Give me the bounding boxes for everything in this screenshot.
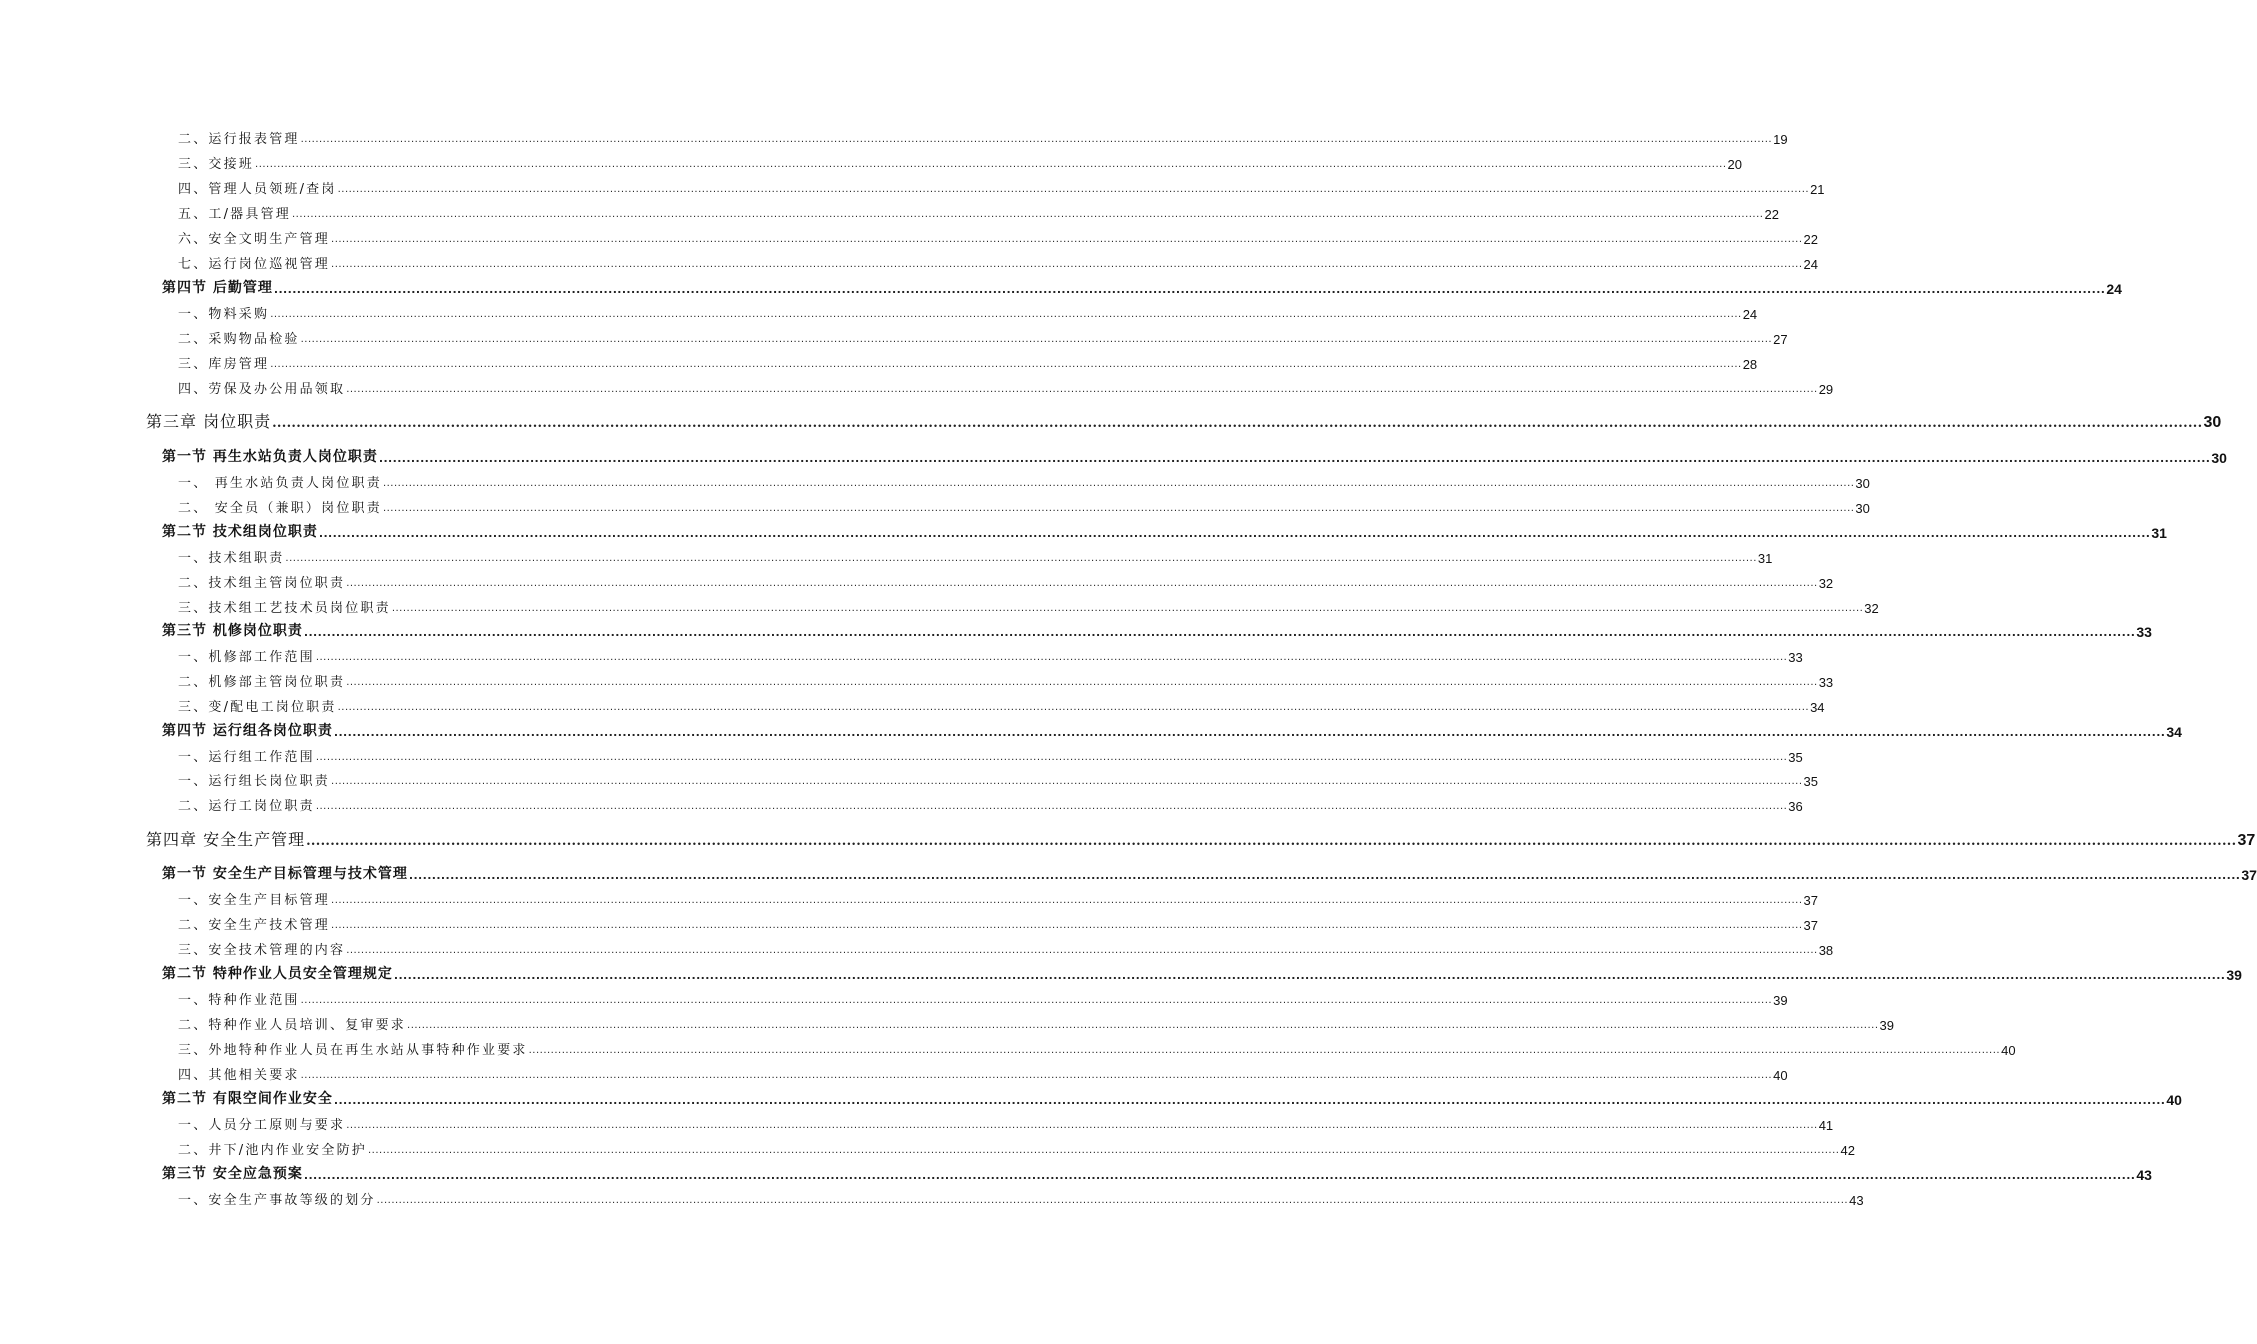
dot-leader: ................................................................................................................................................................................................................................................................................................................................................................................................................: [273, 283, 2106, 296]
toc-page-number: 33: [2136, 624, 2152, 640]
toc-item-row[interactable]: [178, 1138, 1855, 1158]
toc-page-number: 20: [1727, 157, 1742, 172]
toc-entry-title: 第二节 技术组岗位职责: [162, 524, 318, 540]
toc-page-number: 40: [1773, 1068, 1788, 1083]
toc-section-row[interactable]: [162, 521, 2167, 541]
toc-page-number: 24: [1803, 257, 1818, 272]
toc-page-number: 33: [1818, 675, 1834, 690]
toc-item-row[interactable]: [178, 152, 1742, 172]
dot-leader: ................................................................................................................................................................................................................................................................................................................................................................................................................: [337, 702, 1810, 713]
toc-page-number: 39: [1879, 1018, 1894, 1033]
toc-entry-title: 第一节 安全生产目标管理与技术管理: [162, 866, 408, 882]
toc-entry-title: 五、工/器具管理: [178, 207, 291, 222]
toc-section-row[interactable]: [162, 277, 2122, 297]
toc-item-row[interactable]: [178, 227, 1818, 247]
toc-section-row[interactable]: [162, 863, 2257, 883]
dot-leader: ................................................................................................................................................................................................................................................................................................................................................................................................................: [315, 752, 1788, 763]
toc-section-row[interactable]: [162, 963, 2242, 983]
toc-entry-title: 四、管理人员领班/查岗: [178, 182, 337, 197]
toc-page-number: 42: [1840, 1143, 1855, 1158]
toc-entry-title: 第一节 再生水站负责人岗位职责: [162, 449, 378, 465]
dot-leader: ................................................................................................................................................................................................................................................................................................................................................................................................................: [331, 776, 1803, 787]
toc-section-row[interactable]: [162, 1163, 2152, 1183]
toc-entry-title: 一、技术组职责: [178, 551, 285, 566]
toc-section-row[interactable]: [162, 720, 2182, 740]
toc-page-number: 39: [2226, 967, 2242, 983]
toc-entry-title: 三、交接班: [178, 157, 255, 172]
dot-leader: ................................................................................................................................................................................................................................................................................................................................................................................................................: [303, 626, 2136, 639]
toc-entry-title: 第三节 机修岗位职责: [162, 623, 303, 639]
toc-entry-title: 三、技术组工艺技术员岗位职责: [178, 601, 391, 616]
dot-leader: ................................................................................................................................................................................................................................................................................................................................................................................................................: [333, 726, 2166, 739]
dot-leader: ................................................................................................................................................................................................................................................................................................................................................................................................................: [337, 184, 1810, 195]
toc-page-number: 36: [1788, 799, 1803, 814]
toc-item-row[interactable]: [178, 1038, 2016, 1058]
toc-item-row[interactable]: [178, 471, 1870, 491]
toc-entry-title: 一、特种作业范围: [178, 993, 300, 1008]
toc-page-number: 28: [1742, 357, 1758, 372]
toc-item-row[interactable]: [178, 496, 1870, 516]
toc-page-number: 32: [1864, 601, 1879, 616]
toc-entry-title: 一、安全生产事故等级的划分: [178, 1193, 376, 1208]
dot-leader: ................................................................................................................................................................................................................................................................................................................................................................................................................: [331, 920, 1803, 931]
toc-entry-title: 二、安全生产技术管理: [178, 918, 331, 933]
toc-page-number: 31: [2151, 525, 2167, 541]
dot-leader: ................................................................................................................................................................................................................................................................................................................................................................................................................: [291, 209, 1764, 220]
dot-leader: ................................................................................................................................................................................................................................................................................................................................................................................................................: [346, 945, 1818, 956]
toc-page-number: 33: [1788, 650, 1803, 665]
toc-item-row[interactable]: [178, 645, 1803, 665]
toc-entry-title: 一、运行组工作范围: [178, 750, 315, 765]
dot-leader: ................................................................................................................................................................................................................................................................................................................................................................................................................: [300, 995, 1773, 1006]
dot-leader: ................................................................................................................................................................................................................................................................................................................................................................................................................: [382, 503, 1855, 514]
toc-entry-title: 六、安全文明生产管理: [178, 232, 331, 247]
toc-page-number: 22: [1803, 232, 1818, 247]
dot-leader: ................................................................................................................................................................................................................................................................................................................................................................................................................: [285, 553, 1757, 564]
dot-leader: ................................................................................................................................................................................................................................................................................................................................................................................................................: [315, 801, 1788, 812]
toc-section-row[interactable]: [162, 1088, 2182, 1108]
toc-page-number: 37: [2241, 867, 2257, 883]
dot-leader: ................................................................................................................................................................................................................................................................................................................................................................................................................: [315, 652, 1788, 663]
toc-page-number: 31: [1757, 551, 1773, 566]
toc-item-row[interactable]: [178, 888, 1818, 908]
toc-page-number: 41: [1818, 1118, 1834, 1133]
toc-entry-title: 一、机修部工作范围: [178, 650, 315, 665]
toc-item-row[interactable]: [178, 988, 1788, 1008]
toc-chapter-row[interactable]: [146, 826, 2256, 850]
toc-page-number: 32: [1818, 576, 1834, 591]
toc-entry-title: 第四节 后勤管理: [162, 280, 273, 296]
toc-entry-title: 四、劳保及办公用品领取: [178, 382, 346, 397]
toc-entry-title: 第三节 安全应急预案: [162, 1166, 303, 1182]
dot-leader: ................................................................................................................................................................................................................................................................................................................................................................................................................: [346, 677, 1818, 688]
toc-page-number: 30: [2211, 450, 2227, 466]
dot-leader: ................................................................................................................................................................................................................................................................................................................................................................................................................: [300, 334, 1773, 345]
toc-page-number: 34: [2166, 724, 2182, 740]
toc-page-number: 35: [1788, 750, 1803, 765]
toc-item-row[interactable]: [178, 177, 1825, 197]
toc-entry-title: 一、 再生水站负责人岗位职责: [178, 476, 382, 491]
toc-page-number: 22: [1764, 207, 1779, 222]
dot-leader: ................................................................................................................................................................................................................................................................................................................................................................................................................: [306, 834, 2237, 849]
toc-page-number: 39: [1773, 993, 1788, 1008]
toc-item-row[interactable]: [178, 352, 1758, 372]
toc-entry-title: 第四节 运行组各岗位职责: [162, 723, 333, 739]
toc-entry-title: 四、其他相关要求: [178, 1068, 300, 1083]
toc-item-row[interactable]: [178, 252, 1818, 272]
toc-item-row[interactable]: [178, 596, 1879, 616]
toc-page-number: 35: [1803, 774, 1818, 789]
toc-entry-title: 三、变/配电工岗位职责: [178, 700, 337, 715]
toc-page-number: 21: [1810, 182, 1825, 197]
toc-entry-title: 第二节 特种作业人员安全管理规定: [162, 966, 393, 982]
dot-leader: ................................................................................................................................................................................................................................................................................................................................................................................................................: [333, 1094, 2166, 1107]
toc-page-number: 37: [1803, 893, 1818, 908]
toc-page-number: 40: [2166, 1092, 2182, 1108]
toc-entry-title: 三、外地特种作业人员在再生水站从事特种作业要求: [178, 1043, 528, 1058]
dot-leader: ................................................................................................................................................................................................................................................................................................................................................................................................................: [272, 416, 2203, 431]
toc-page-number: 37: [1803, 918, 1818, 933]
toc-section-row[interactable]: [162, 446, 2227, 466]
toc-page-number: 43: [2136, 1167, 2152, 1183]
toc-entry-title: 二、 安全员（兼职）岗位职责: [178, 501, 382, 516]
dot-leader: ................................................................................................................................................................................................................................................................................................................................................................................................................: [331, 895, 1803, 906]
toc-entry-title: 第四章 安全生产管理: [146, 830, 306, 849]
toc-page-number: 30: [1855, 501, 1870, 516]
toc-item-row[interactable]: [178, 546, 1773, 566]
dot-leader: ................................................................................................................................................................................................................................................................................................................................................................................................................: [376, 1195, 1849, 1206]
dot-leader: ................................................................................................................................................................................................................................................................................................................................................................................................................: [331, 234, 1803, 245]
dot-leader: ................................................................................................................................................................................................................................................................................................................................................................................................................: [378, 452, 2211, 465]
toc-item-row[interactable]: [178, 913, 1818, 933]
dot-leader: ................................................................................................................................................................................................................................................................................................................................................................................................................: [331, 259, 1803, 270]
toc-page-number: 30: [1855, 476, 1870, 491]
toc-item-row[interactable]: [178, 1063, 1788, 1083]
toc-item-row[interactable]: [178, 202, 1779, 222]
toc-item-row[interactable]: [178, 1188, 1864, 1208]
toc-item-row[interactable]: [178, 327, 1788, 347]
toc-page-number: 40: [2001, 1043, 2016, 1058]
toc-page-number: 24: [2106, 281, 2122, 297]
toc-item-row[interactable]: [178, 794, 1803, 814]
toc-page-number: 43: [1849, 1193, 1864, 1208]
dot-leader: ................................................................................................................................................................................................................................................................................................................................................................................................................: [393, 969, 2226, 982]
toc-entry-title: 一、安全生产目标管理: [178, 893, 331, 908]
dot-leader: ................................................................................................................................................................................................................................................................................................................................................................................................................: [367, 1145, 1840, 1156]
toc-page-number: 29: [1818, 382, 1834, 397]
toc-page-number: 27: [1773, 332, 1788, 347]
dot-leader: ................................................................................................................................................................................................................................................................................................................................................................................................................: [346, 1120, 1818, 1131]
toc-item-row[interactable]: [178, 769, 1818, 789]
toc-entry-title: 二、采购物品检验: [178, 332, 300, 347]
toc-page-number: 19: [1773, 132, 1788, 147]
toc-item-row[interactable]: [178, 1113, 1834, 1133]
dot-leader: ................................................................................................................................................................................................................................................................................................................................................................................................................: [300, 1070, 1773, 1081]
toc-item-row[interactable]: [178, 695, 1825, 715]
toc-item-row[interactable]: [178, 571, 1834, 591]
toc-item-row[interactable]: [178, 1013, 1894, 1033]
toc-entry-title: 三、库房管理: [178, 357, 270, 372]
toc-entry-title: 第二节 有限空间作业安全: [162, 1091, 333, 1107]
toc-entry-title: 二、运行工岗位职责: [178, 799, 315, 814]
toc-section-row[interactable]: [162, 620, 2152, 640]
toc-page-number: 24: [1742, 307, 1758, 322]
toc-entry-title: 二、特种作业人员培训、复审要求: [178, 1018, 407, 1033]
toc-item-row[interactable]: [178, 377, 1834, 397]
dot-leader: ................................................................................................................................................................................................................................................................................................................................................................................................................: [346, 578, 1818, 589]
toc-item-row[interactable]: [178, 938, 1834, 958]
toc-entry-title: 一、运行组长岗位职责: [178, 774, 331, 789]
dot-leader: ................................................................................................................................................................................................................................................................................................................................................................................................................: [346, 384, 1818, 395]
dot-leader: ................................................................................................................................................................................................................................................................................................................................................................................................................: [408, 869, 2241, 882]
toc-item-row[interactable]: [178, 302, 1758, 322]
toc-page-number: 38: [1818, 943, 1834, 958]
dot-leader: ................................................................................................................................................................................................................................................................................................................................................................................................................: [382, 478, 1855, 489]
toc-entry-title: 二、技术组主管岗位职责: [178, 576, 346, 591]
toc-item-row[interactable]: [178, 670, 1834, 690]
toc-page-number: 34: [1810, 700, 1825, 715]
dot-leader: ................................................................................................................................................................................................................................................................................................................................................................................................................: [528, 1045, 2001, 1056]
dot-leader: ................................................................................................................................................................................................................................................................................................................................................................................................................: [391, 603, 1864, 614]
toc-chapter-row[interactable]: [146, 408, 2222, 432]
toc-entry-title: 第三章 岗位职责: [146, 412, 272, 431]
dot-leader: ................................................................................................................................................................................................................................................................................................................................................................................................................: [255, 159, 1727, 170]
dot-leader: ................................................................................................................................................................................................................................................................................................................................................................................................................: [407, 1020, 1879, 1031]
dot-leader: ................................................................................................................................................................................................................................................................................................................................................................................................................: [318, 527, 2151, 540]
dot-leader: ................................................................................................................................................................................................................................................................................................................................................................................................................: [270, 359, 1742, 370]
toc-entry-title: 三、安全技术管理的内容: [178, 943, 346, 958]
toc-entry-title: 二、机修部主管岗位职责: [178, 675, 346, 690]
toc-item-row[interactable]: [178, 745, 1803, 765]
toc-entry-title: 一、人员分工原则与要求: [178, 1118, 346, 1133]
dot-leader: ................................................................................................................................................................................................................................................................................................................................................................................................................: [303, 1169, 2136, 1182]
dot-leader: ................................................................................................................................................................................................................................................................................................................................................................................................................: [300, 134, 1773, 145]
toc-page-number: 30: [2203, 414, 2222, 431]
toc-page-number: 37: [2237, 832, 2256, 849]
toc-entry-title: 二、井下/池内作业安全防护: [178, 1143, 367, 1158]
toc-entry-title: 一、物料采购: [178, 307, 270, 322]
toc-item-row[interactable]: [178, 127, 1788, 147]
toc-entry-title: 七、运行岗位巡视管理: [178, 257, 331, 272]
toc-entry-title: 二、运行报表管理: [178, 132, 300, 147]
dot-leader: ................................................................................................................................................................................................................................................................................................................................................................................................................: [270, 309, 1742, 320]
